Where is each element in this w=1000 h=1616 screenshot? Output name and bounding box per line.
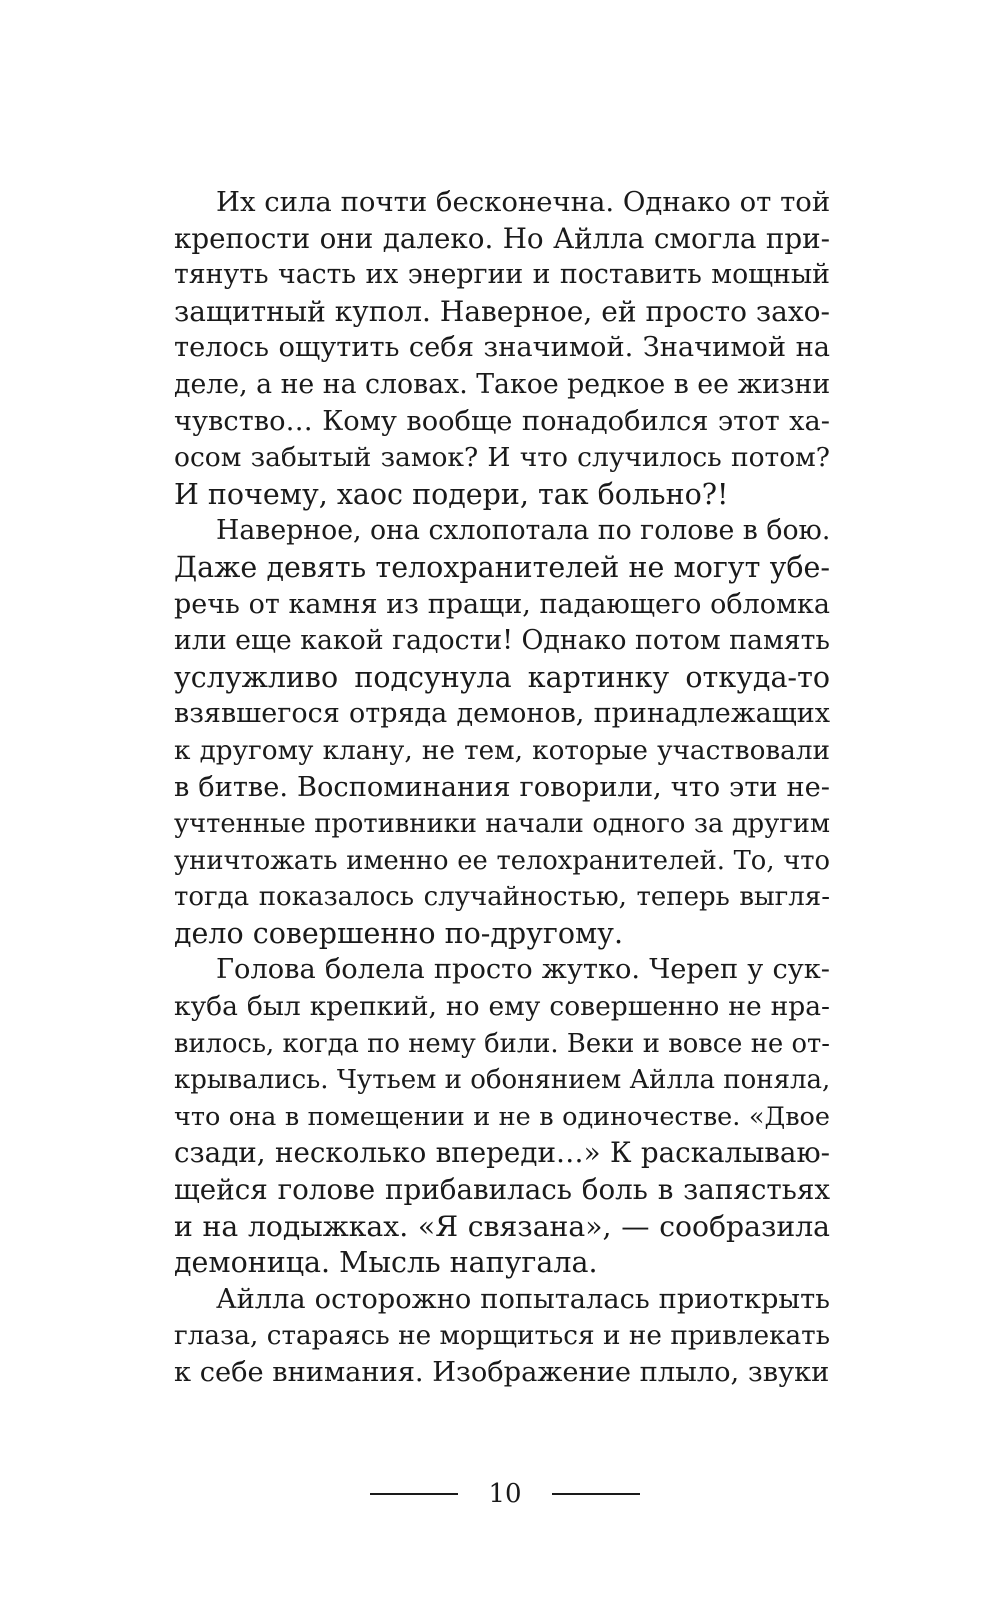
text-line: глаза, стараясь не морщиться и не привлекать — [174, 1321, 830, 1352]
text-line: И почему, хаос подери, так больно?! — [174, 477, 729, 511]
text-line: услужливо подсунула картинку откуда-то — [174, 660, 830, 694]
footer-rule-left — [370, 1493, 458, 1495]
text-line: взявшегося отряда демонов, принадлежащих — [174, 698, 830, 730]
text-line: вилось, когда по нему били. Веки и вовсе не от- — [174, 1028, 830, 1059]
text-line: что она в помещении и не в одиночестве. «Двое — [174, 1101, 830, 1132]
text-line: Их сила почти бесконечна. Однако от той — [216, 186, 830, 218]
page-footer — [370, 1478, 640, 1510]
text-line: сзади, несколько впереди…» К раскалываю- — [174, 1136, 830, 1170]
text-line: и на лодыжках. «Я связана», — сообразила — [174, 1209, 830, 1243]
text-line: чувство… Кому вообще понадобился этот ха- — [174, 405, 830, 437]
page-number: 10 — [488, 1479, 522, 1509]
text-line: в битве. Воспоминания говорили, что эти не- — [174, 771, 830, 803]
paragraph — [174, 1282, 830, 1392]
text-line: Даже девять телохранителей не могут убе- — [174, 550, 830, 584]
paragraph — [174, 513, 830, 952]
text-line: куба был крепкий, но ему совершенно не нра- — [174, 991, 830, 1023]
text-line: уничтожать именно ее телохранителей. То, что — [174, 845, 830, 876]
footer-rule-right — [552, 1493, 640, 1495]
text-line: тогда показалось случайностью, теперь выгля- — [174, 882, 830, 913]
paragraph — [174, 952, 830, 1281]
text-line: демоница. Мысль напугала. — [174, 1246, 598, 1280]
text-line: дело совершенно по-другому. — [174, 916, 624, 950]
text-line: или еще какой гадости! Однако потом память — [174, 625, 830, 657]
text-line: деле, а не на словах. Такое редкое в ее жизни — [174, 368, 830, 400]
text-line: к другому клану, не тем, которые участвовали — [174, 735, 830, 766]
text-line: учтенные противники начали одного за другим — [174, 809, 830, 840]
text-line: осом забытый замок? И что случилось потом? — [174, 442, 830, 474]
text-line: тянуть часть их энергии и поставить мощный — [174, 259, 830, 291]
text-line: крывались. Чутьем и обонянием Айлла поняла, — [174, 1065, 830, 1096]
text-line: крепости они далеко. Но Айлла смогла при- — [174, 221, 830, 255]
text-line: к себе внимания. Изображение плыло, звуки — [174, 1357, 830, 1388]
text-line: речь от камня из пращи, падающего обломка — [174, 588, 830, 620]
paragraph — [174, 184, 830, 513]
body-text — [174, 184, 830, 1392]
text-line: Наверное, она схлопотала по голове в бою. — [216, 515, 830, 547]
text-line: Голова болела просто жутко. Череп у сук- — [216, 954, 830, 986]
text-line: защитный купол. Наверное, ей просто захо- — [174, 294, 830, 328]
text-line: телось ощутить себя значимой. Значимой на — [174, 332, 830, 364]
text-line: щейся голове прибавилась боль в запястьях — [174, 1173, 830, 1207]
text-line: Айлла осторожно попыталась приоткрыть — [216, 1283, 830, 1315]
